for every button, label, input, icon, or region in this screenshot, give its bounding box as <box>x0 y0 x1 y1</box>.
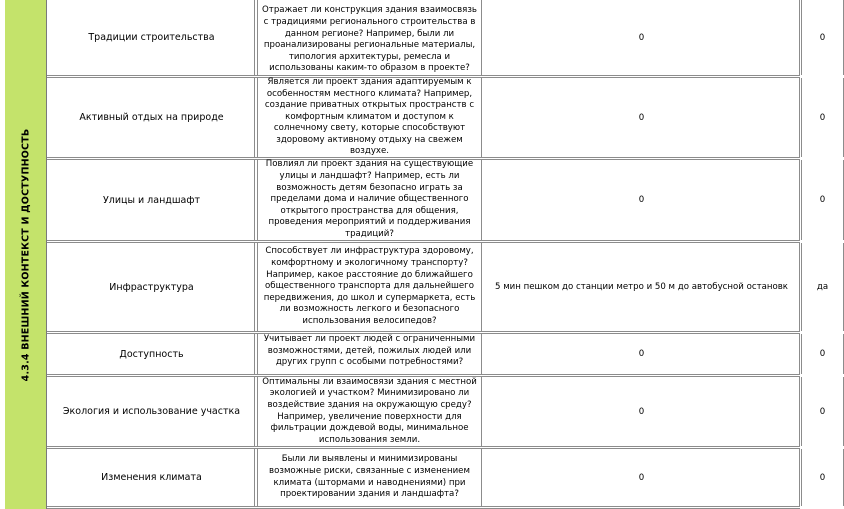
answer-cell[interactable]: 0 <box>484 449 800 506</box>
criterion-question-cell[interactable]: Отражает ли конструкция здания взаимосвязь с традициями регионального строительства в данном регионе? Например, были ли проанализированы региональные материалы, типология архитектуры, ремесла и использованы каким-то образом в проекте? <box>258 0 482 75</box>
criterion-question-cell[interactable]: Способствует ли инфраструктура здоровому, комфортному и экологичному транспорту? Например, какое расстояние до ближайшего общественного транспорта для дальнейшего передвижения, до школ и супермаркета, есть ли возможность легкого и безопасного использования велосипедов? <box>258 243 482 331</box>
criterion-name-cell[interactable]: Экология и использование участка <box>49 377 255 446</box>
value-cell[interactable]: 0 <box>802 334 844 374</box>
answer-cell[interactable]: 5 мин пешком до станции метро и 50 м до автобусной остановк <box>484 243 800 331</box>
answer-cell[interactable]: 0 <box>484 78 800 157</box>
answer-cell[interactable]: 0 <box>484 334 800 374</box>
table-row <box>47 159 826 240</box>
value-cell[interactable]: 0 <box>802 78 844 157</box>
table-row <box>47 76 826 157</box>
criterion-question-cell[interactable]: Является ли проект здания адаптируемым к особенностям местного климата? Например, создание приватных открытых пространств с комфортным климатом и доступом к солнечному свету, которые способствуют здоровому активному отдыху на свежем воздухе. <box>258 78 482 157</box>
criterion-name-cell[interactable]: Традиции строительства <box>49 0 255 75</box>
table-row <box>47 376 826 446</box>
criterion-name-cell[interactable]: Активный отдых на природе <box>49 78 255 157</box>
value-cell[interactable]: 0 <box>802 449 844 506</box>
table-row <box>47 243 829 331</box>
criterion-name-cell[interactable]: Изменения климата <box>49 449 255 506</box>
criterion-name-cell[interactable]: Доступность <box>49 334 255 374</box>
criterion-question-cell[interactable]: Оптимальны ли взаимосвязи здания с местной экологией и участком? Минимизировано ли воздействие здания на окружающую среду? Например, увеличение поверхности для фильтрации дождевой воды, минимальное использования земли. <box>258 377 482 446</box>
section-header-cell[interactable] <box>5 0 47 509</box>
answer-cell[interactable]: 0 <box>484 160 800 240</box>
value-cell[interactable]: да <box>802 243 844 331</box>
section-label: 4.3.4 ВНЕШНИЙ КОНТЕКСТ И ДОСТУПНОСТЬ <box>20 128 31 381</box>
criterion-question-cell[interactable]: Были ли выявлены и минимизированы возможные риски, связанные с изменением климата (штормами и наводнениями) при проектировании здания и ландшафта? <box>258 449 482 506</box>
answer-cell[interactable]: 0 <box>484 377 800 446</box>
criterion-name-cell[interactable]: Улицы и ландшафт <box>49 160 255 240</box>
answer-cell[interactable]: 0 <box>484 0 800 75</box>
value-cell[interactable]: 0 <box>802 377 844 446</box>
table-row <box>47 0 826 75</box>
criterion-question-cell[interactable]: Повлиял ли проект здания на существующие улицы и ландшафт? Например, есть ли возможность детям безопасно играть за пределами дома и наличие общественного открытого пространства для общения, проведения мероприятий и поддерживания традиций? <box>258 160 482 240</box>
value-cell[interactable]: 0 <box>802 0 844 75</box>
table-row <box>47 334 826 374</box>
table-row <box>47 449 826 506</box>
criterion-name-cell[interactable]: Инфраструктура <box>49 243 255 331</box>
value-cell[interactable]: 0 <box>802 160 844 240</box>
criterion-question-cell[interactable]: Учитывает ли проект людей с ограниченными возможностями, детей, пожилых людей или других групп с особыми потребностями? <box>258 334 482 374</box>
